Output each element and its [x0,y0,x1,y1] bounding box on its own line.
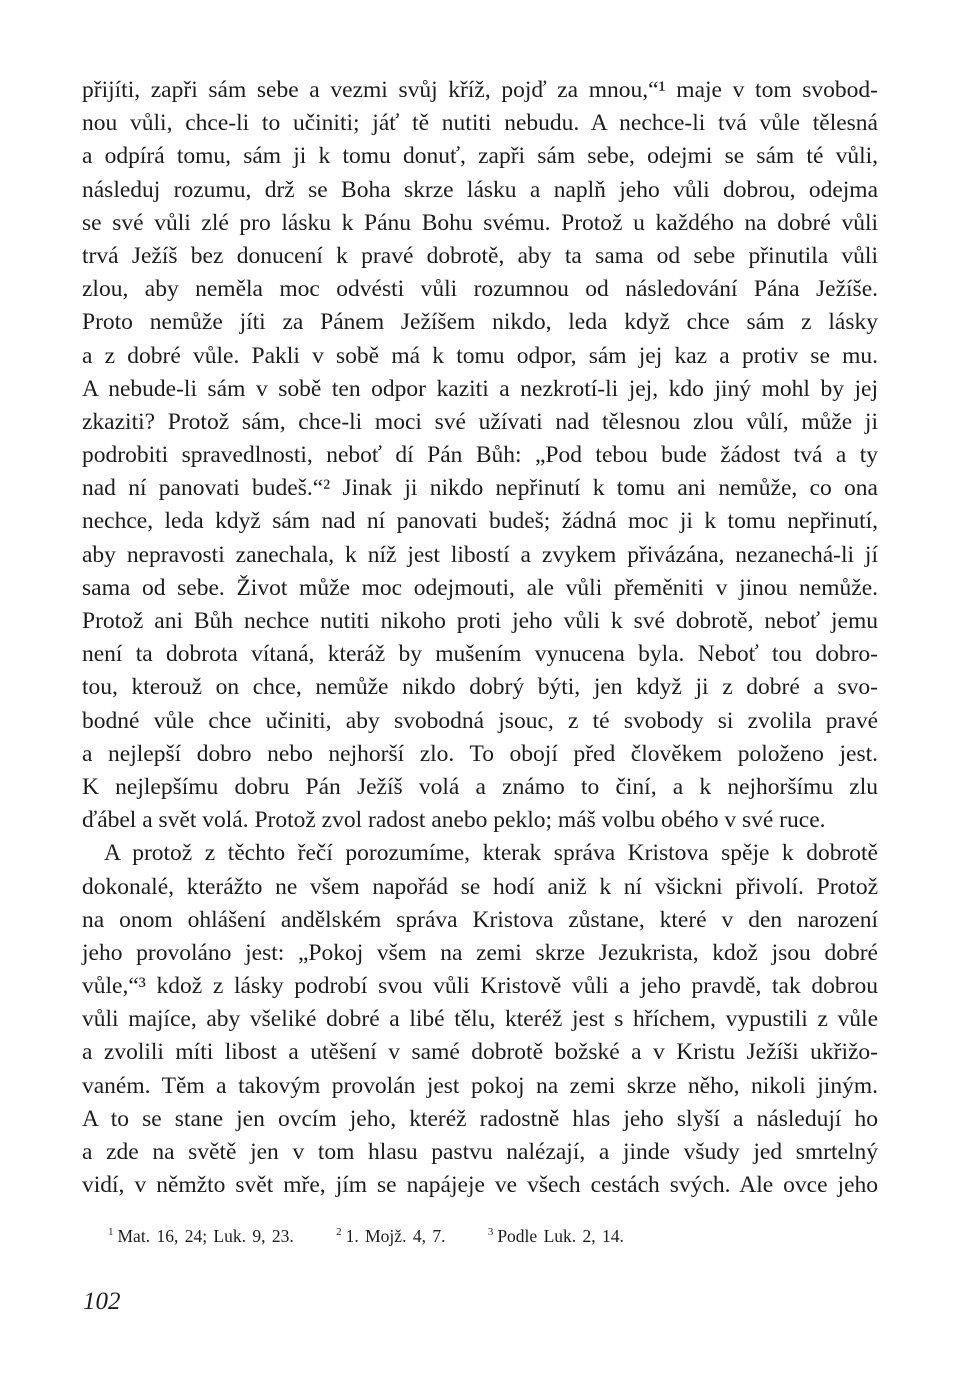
text-line: zlou, aby neměla moc odvésti vůli rozumnou od následování Pána Ježíše. [82,276,878,303]
footnote [108,1226,294,1247]
text-line: přijíti, zapři sám sebe a vezmi svůj kříž, pojď za mnou,“¹ maje v tom svobod- [82,77,878,103]
text-line: nad ní panovati budeš.“² Jinak ji nikdo nepřinutí k tomu ani nemůže, co ona [82,475,878,502]
text-line: A nebude-li sám v sobě ten odpor kaziti a nezkrotí-li jej, kdo jiný mohl by jej [82,375,878,402]
footnote-text: Mat. 16, 24; Luk. 9, 23. [117,1226,294,1246]
text-line: vidí, v němžto svět mře, jím se napájeje ve všech cestách svých. Ale ovce jeho [82,1172,878,1199]
text-line: následuj rozumu, drž se Boha skrze lásku a naplň jeho vůli dobrou, odejma [82,176,878,203]
text-line: nechce, leda když sám nad ní panovati budeš; žádná moc ji k tomu nepřinutí, [82,508,878,535]
text-line: a odpírá tomu, sám ji k tomu donuť, zapři sám sebe, odejmi se sám té vůli, [82,143,878,170]
text-line-paragraph-end: ďábel a svět volá. Protož zvol radost anebo peklo; máš volbu obého v své ruce. [82,807,826,834]
text-line: dokonalé, kterážto ne všem napořád se hodí aniž k ní všickni přivolí. Protož [82,873,878,900]
text-line: A to se stane jen ovcím jeho, kteréž radostně hlas jeho slyší a následují ho [82,1105,878,1132]
text-line: Protož ani Bůh nechce nutiti nikoho proti jeho vůli k své dobrotě, neboť jemu [82,608,878,634]
footnote-mark: 2 [336,1226,342,1238]
text-line: Proto nemůže jíti za Pánem Ježíšem nikdo, leda když chce sám z lásky [82,309,878,336]
text-line: vůli majíce, aby všeliké dobré a libé tělu, kteréž jest s hříchem, vypustili z vůle [82,1006,878,1033]
text-line-paragraph-start: A protož z těchto řečí porozumíme, kterak správa Kristova spěje k dobrotě [104,840,878,867]
footnote [336,1226,445,1247]
body-text [82,74,878,1202]
text-line: podrobiti spravedlnosti, neboť dí Pán Bůh: „Pod tebou bude žádost tvá a ty [82,442,878,469]
text-line: a zvolili míti libost a utěšení v samé dobrotě božské a v Kristu Ježíši ukřižo- [82,1039,878,1066]
text-line: vůle,“³ kdož z lásky podrobí svou vůli Kristově vůli a jeho pravdě, tak dobrou [82,973,878,1000]
footnote-text: Podle Luk. 2, 14. [497,1226,624,1246]
text-line: na onom ohlášení andělském správa Kristova zůstane, které v den narození [82,906,878,933]
text-line: zkaziti? Protož sám, chce-li moci své užívati nad tělesnou zlou vůlí, může ji [82,408,878,435]
text-line: sama od sebe. Život může moc odejmouti, ale vůli přeměniti v jinou nemůže. [82,574,878,601]
text-line: není ta dobrota vítaná, kteráž by mušením vynucena byla. Neboť tou dobro- [82,641,878,668]
text-line: se své vůli zlé pro lásku k Pánu Bohu svému. Protož u každého na dobré vůli [82,209,878,236]
text-line: jeho provoláno jest: „Pokoj všem na zemi skrze Jezukrista, kdož jsou dobré [82,939,878,966]
footnotes [108,1226,660,1247]
text-line: vaném. Těm a takovým provolán jest pokoj na zemi skrze něho, nikoli jiným. [82,1072,878,1099]
footnote-mark: 3 [487,1226,494,1238]
text-line: a z dobré vůle. Pakli v sobě má k tomu odpor, sám jej kaz a protiv se mu. [82,342,878,369]
text-line: nou vůli, chce-li to učiniti; jáť tě nutiti nebudu. A nechce-li tvá vůle tělesná [82,110,878,137]
text-line: tou, kterouž on chce, nemůže nikdo dobrý býti, jen když ji z dobré a svo- [82,674,878,701]
footnote [488,1226,624,1247]
page-number: 102 [83,1288,121,1315]
text-line: a zde na světě jen v tom hlasu pastvu nalézají, a jinde všudy jed smrtelný [82,1139,878,1165]
text-line: K nejlepšímu dobru Pán Ježíš volá a známo to činí, a k nejhoršímu zlu [82,773,878,800]
footnote-text: 1. Mojž. 4, 7. [345,1226,446,1246]
footnote-mark: 1 [108,1226,114,1238]
text-line: bodné vůle chce učiniti, aby svobodná jsouc, z té svobody si zvolila pravé [82,707,878,734]
text-line: aby nepravosti zanechala, k níž jest libostí a zvykem přivázána, nezanechá-li jí [82,541,878,568]
text-line: trvá Ježíš bez donucení k pravé dobrotě, aby ta sama od sebe přinutila vůli [82,242,878,269]
text-line: a nejlepší dobro nebo nejhorší zlo. To obojí před člověkem položeno jest. [82,740,878,767]
